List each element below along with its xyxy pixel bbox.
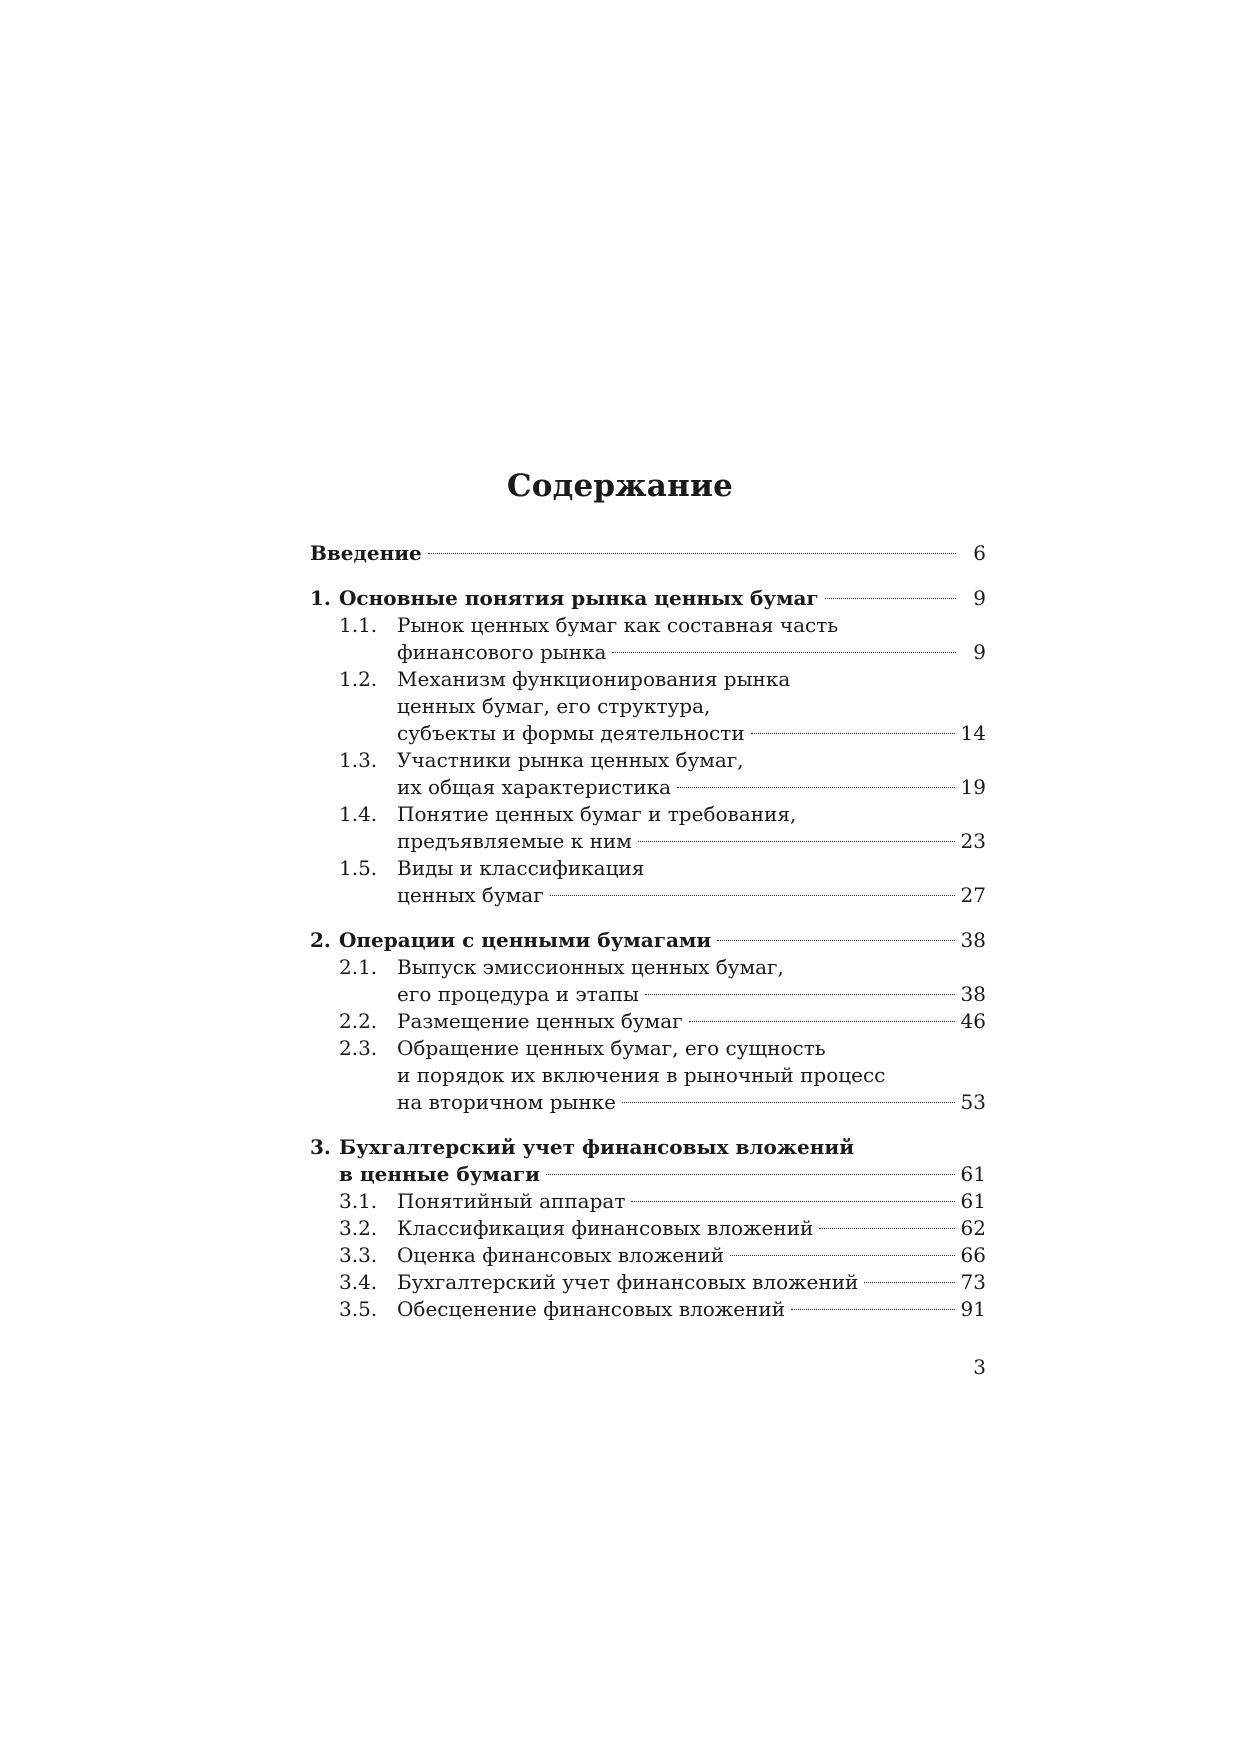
dot-leader xyxy=(864,1282,954,1283)
toc-section-1-2-cont[interactable] xyxy=(310,693,986,720)
chapter-title: в ценные бумаги xyxy=(339,1162,540,1186)
toc-page-number: 27 xyxy=(960,883,986,907)
section-title-line: Обращение ценных бумаг, его сущность xyxy=(397,1036,826,1060)
section-number: 2.1. xyxy=(339,955,378,979)
toc-page-number: 46 xyxy=(960,1009,986,1033)
section-number: 3.5. xyxy=(339,1297,378,1321)
toc-page-number: 38 xyxy=(960,982,986,1006)
toc-section-1-4-cont[interactable] xyxy=(310,828,986,855)
toc-section-1-2[interactable] xyxy=(310,666,986,693)
section-number: 3.1. xyxy=(339,1189,378,1213)
section-number: 2.2. xyxy=(339,1009,378,1033)
page-folio-number: 3 xyxy=(973,1355,986,1379)
toc-section-1-1-cont[interactable] xyxy=(310,639,986,666)
chapter-title: Операции с ценными бумагами xyxy=(339,928,712,952)
section-title-line: Понятийный аппарат xyxy=(397,1189,626,1213)
section-title-line: Обесценение финансовых вложений xyxy=(397,1297,786,1321)
toc-section-3-2[interactable] xyxy=(310,1215,986,1242)
toc-section-1-2-cont[interactable] xyxy=(310,720,986,747)
section-number: 3.4. xyxy=(339,1270,378,1294)
toc-section-3-5[interactable] xyxy=(310,1296,986,1323)
dot-leader xyxy=(717,940,954,941)
dot-leader xyxy=(622,1102,955,1103)
chapter-title: Бухгалтерский учет финансовых вложений xyxy=(339,1135,855,1159)
section-title-line: Механизм функционирования рынка xyxy=(397,667,791,691)
toc-section-2-2[interactable] xyxy=(310,1008,986,1035)
toc-page-number: 6 xyxy=(973,541,986,565)
toc-page-number: 9 xyxy=(973,586,986,610)
chapter-number: 3. xyxy=(310,1135,331,1159)
toc-page-number: 91 xyxy=(960,1297,986,1321)
toc-section-2-3-cont[interactable] xyxy=(310,1089,986,1116)
toc-page-number: 61 xyxy=(960,1189,986,1213)
dot-leader xyxy=(751,733,955,734)
section-number: 1.3. xyxy=(339,748,378,772)
dot-leader xyxy=(825,598,956,599)
toc-page-number: 73 xyxy=(960,1270,986,1294)
section-number: 2.3. xyxy=(339,1036,378,1060)
section-title-line: Понятие ценных бумаг и требования, xyxy=(397,802,797,826)
section-title-line: и порядок их включения в рыночный процесс xyxy=(397,1063,886,1087)
section-title-line: Бухгалтерский учет финансовых вложений xyxy=(397,1270,859,1294)
section-title-line: его процедура и этапы xyxy=(397,982,639,1006)
page-title: Содержание xyxy=(506,468,734,504)
toc-section-1-1[interactable] xyxy=(310,612,986,639)
dot-leader xyxy=(428,553,956,554)
section-title-line: финансового рынка xyxy=(397,640,607,664)
toc-section-1-3-cont[interactable] xyxy=(310,774,986,801)
toc-section-3-3[interactable] xyxy=(310,1242,986,1269)
toc-section-2-3-cont[interactable] xyxy=(310,1062,986,1089)
dot-leader xyxy=(645,994,955,995)
dot-leader xyxy=(612,652,956,653)
toc-section-2-1-cont[interactable] xyxy=(310,981,986,1008)
section-title-line: Виды и классификация xyxy=(397,856,645,880)
toc-entry-label: Введение xyxy=(310,541,422,565)
section-title-line: Участники рынка ценных бумаг, xyxy=(397,748,744,772)
toc-page-number: 38 xyxy=(960,928,986,952)
section-title-line: предъявляемые к ним xyxy=(397,829,632,853)
section-number: 1.1. xyxy=(339,613,378,637)
toc-page-number: 61 xyxy=(960,1162,986,1186)
dot-leader xyxy=(631,1201,954,1202)
toc-chapter-3-cont[interactable] xyxy=(310,1161,986,1188)
toc-page-number: 23 xyxy=(960,829,986,853)
section-number: 1.4. xyxy=(339,802,378,826)
dot-leader xyxy=(546,1174,955,1175)
section-title-line: их общая характеристика xyxy=(397,775,672,799)
section-title-line: Классификация финансовых вложений xyxy=(397,1216,814,1240)
toc-chapter-1[interactable] xyxy=(310,585,986,612)
section-number: 3.2. xyxy=(339,1216,378,1240)
toc-section-3-4[interactable] xyxy=(310,1269,986,1296)
toc-page-number: 14 xyxy=(960,721,986,745)
toc-section-1-5[interactable] xyxy=(310,855,986,882)
toc-page-number: 53 xyxy=(960,1090,986,1114)
section-number: 3.3. xyxy=(339,1243,378,1267)
chapter-number: 2. xyxy=(310,928,331,952)
section-title-line: субъекты и формы деятельности xyxy=(397,721,745,745)
section-number: 1.2. xyxy=(339,667,378,691)
dot-leader xyxy=(638,841,955,842)
chapter-number: 1. xyxy=(310,586,331,610)
toc-page-number: 19 xyxy=(960,775,986,799)
section-title-line: на вторичном рынке xyxy=(397,1090,617,1114)
dot-leader xyxy=(677,787,955,788)
toc-chapter-2[interactable] xyxy=(310,927,986,954)
table-of-contents xyxy=(310,540,986,1323)
section-title-line: Выпуск эмиссионных ценных бумаг, xyxy=(397,955,784,979)
section-title-line: ценных бумаг, его структура, xyxy=(397,694,711,718)
chapter-title: Основные понятия рынка ценных бумаг xyxy=(339,586,819,610)
toc-page-number: 66 xyxy=(960,1243,986,1267)
section-number: 1.5. xyxy=(339,856,378,880)
toc-section-1-3[interactable] xyxy=(310,747,986,774)
dot-leader xyxy=(819,1228,954,1229)
toc-entry-intro[interactable] xyxy=(310,540,986,567)
toc-section-1-4[interactable] xyxy=(310,801,986,828)
section-title-line: Оценка финансовых вложений xyxy=(397,1243,725,1267)
section-title-line: Рынок ценных бумаг как составная часть xyxy=(397,613,839,637)
toc-page-number: 62 xyxy=(960,1216,986,1240)
dot-leader xyxy=(689,1021,955,1022)
toc-section-1-5-cont[interactable] xyxy=(310,882,986,909)
toc-section-2-3[interactable] xyxy=(310,1035,986,1062)
toc-section-3-1[interactable] xyxy=(310,1188,986,1215)
toc-page-number: 9 xyxy=(973,640,986,664)
section-title-line: ценных бумаг xyxy=(397,883,544,907)
dot-leader xyxy=(791,1309,955,1310)
dot-leader xyxy=(550,895,955,896)
toc-chapter-3[interactable] xyxy=(310,1134,986,1161)
toc-section-2-1[interactable] xyxy=(310,954,986,981)
section-title-line: Размещение ценных бумаг xyxy=(397,1009,683,1033)
dot-leader xyxy=(730,1255,954,1256)
